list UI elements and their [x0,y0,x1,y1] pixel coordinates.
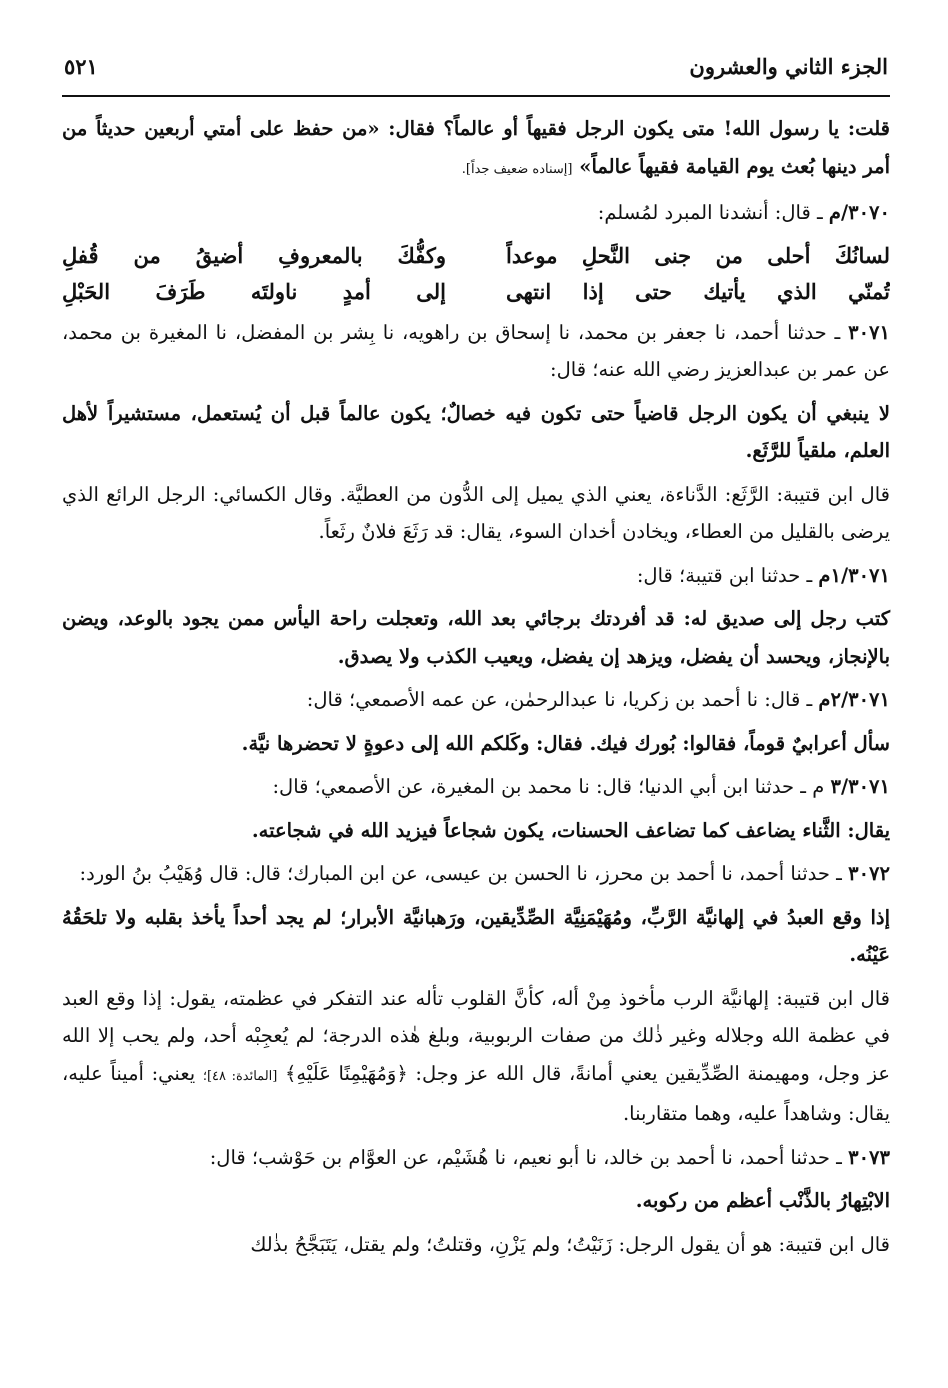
paragraph-text: ـ قال: نا أحمد بن زكريا، نا عبدالرحمٰن، عن عمه الأصمعي؛ قال: [306,688,813,711]
paragraph [62,1139,890,1177]
paragraph [62,314,890,389]
paragraph-text: قال ابن قتيبة: الرَّثَع: الدَّناءة، يعني الذي يميل إلى الدُّون من العطيَّة. وقال الكسائي: الرجل الرائع الذي يرضى بالقليل من العطاء، ويخادن أخدان السوء، يقال: قد رَثَعَ فلانٌ رثَعاً. [62,482,890,543]
paragraph-text: سأل أعرابيٌ قوماً، فقالوا: بُورك فيك. فقال: وكَلكم الله إلى دعوةٍ لا تحضرها نيَّة. [241,731,890,755]
paragraph-text: يقال: الثَّناء يضاعف كما تضاعف الحسنات، يكون شجاعاً فيزيد الله في شجاعته. [251,818,890,842]
paragraph-text: قلت: يا رسول الله! متى يكون الرجل فقيهاً أو عالماً؟ فقال: «من حفظ على أمتي أربعين حديثاً من أمر دينها بُعث يوم القيامة فقيهاً عالماً» [62,117,890,178]
poem-hemistich: تُمنّي الذي يأتيك حتى إذا انتهى [506,278,890,304]
paragraph-text: ـ حدثنا أحمد، نا أحمد بن خالد، نا أبو نعيم، نا هُشَيْم، عن العوَّام بن حَوْشب؛ قال: [209,1145,842,1169]
quran-reference: [المائدة: ٤٨]؛ [202,1068,278,1084]
hadith-number: ٣٠٧٢ [848,862,890,885]
page-body [62,110,890,1269]
page-number: ٥٢١ [64,53,98,79]
paragraph [62,194,890,232]
paragraph-text: ـ حدثنا ابن قتيبة؛ قال: [636,563,813,587]
paragraph-text: الابْتِهارُ بالذَّنْب أعظم من ركوبه. [635,1189,890,1212]
hadith-number: ٣٠٧٠/م [828,201,890,224]
paragraph [62,768,890,806]
paragraph [62,980,890,1133]
paragraph [62,725,890,763]
poem-hemistich: وكفُّكَ بالمعروفِ أضيقُ من قُفلِ [62,242,446,268]
header-rule [62,95,890,97]
paragraph [62,600,890,675]
paragraph [62,1226,890,1264]
paragraph-text: ـ قال: أنشدنا المبرد لمُسلم: [597,201,823,224]
poem-hemistich: إلى أمدٍ ناولتَه طَرَفَ الحَبْلِ [62,278,446,304]
paragraph [62,812,890,850]
poem [62,238,890,310]
paragraph [62,395,890,470]
hadith-number: ١/٣٠٧١م [818,563,890,587]
paragraph-text: كتب رجل إلى صديق له: قد أفردتك برجائي بعد الله، وتعجلت راحة اليأس ممن يجود بالوعد، ويضن بالإنجاز، ويحسد أن يفضل، ويزهد إن يفضل، ويعيب الكذب ولا يصدق. [62,607,890,668]
paragraph [62,681,890,719]
paragraph-text: يعني: أميناً عليه، يقال: وشاهداً عليه، وهما متقاربنا. [62,1061,890,1125]
hadith-number: ٣/٣٠٧١ [830,775,890,798]
paragraph [62,899,890,974]
paragraph-text: لا ينبغي أن يكون الرجل قاضياً حتى تكون فيه خصالٌ؛ يكون عالماً قبل أن يُستعمل، مستشيراً لأهل العلم، ملقياً للرَّثَع. [62,401,890,462]
paragraph [62,110,890,188]
grading-note: [إسناده ضعيف جداً]. [461,161,573,177]
paragraph [62,476,890,551]
paragraph [62,855,890,893]
paragraph-text: قال ابن قتيبة: هو أن يقول الرجل: زَنَيْتُ؛ ولم يَزْنِ، وقتلتُ؛ ولم يقتل، يَتَبَجَّحُ بذٰلك [250,1232,890,1256]
paragraph [62,1182,890,1220]
paragraph-text: ـ حدثنا أحمد، نا جعفر بن محمد، نا إسحاق بن راهويه، نا بِشر بن المفضل، نا المغيرة بن محمد، عن عمر بن عبدالعزيز رضي الله عنه؛ قال: [62,320,890,381]
hadith-number: ٣٠٧١ [848,320,890,344]
paragraph-text: ـ حدثنا أحمد، نا أحمد بن محرز، نا الحسن بن عيسى، عن ابن المبارك؛ قال: قال وُهَيْبُ بنُ الورد: [79,862,842,885]
hadith-number: ٣٠٧٣ [848,1145,890,1169]
paragraph-text: قال ابن قتيبة: إلهانيَّة الرب مأخوذ مِنْ أله، كأنَّ القلوب تأله عند التفكر في عظمته، يقول: إذا وقع العبد في عظمة الله وجلاله وغير ذٰلك من صفات الربوبية، وبلغ هٰذه الدرجة؛ لم يُعجِبْه أحد، ولم يحب إلا الله عز وجل، ومهيمنة الصِّدِّيقين يعني أمانةً، قال الله عز وجل: ﴿وَمُهَيْمِنًا عَلَيْهِ﴾ [62,986,890,1085]
paragraph-text: إذا وقع العبدُ في إلهانيَّة الرَّبِّ، ومُهَيْمَنِيَّة الصِّدِّيقين، ورَهبانيَّة الأبرار؛ لم يجد أحداً يأخذ بقلبه ولا تلحَقُهُ عَيْنُه. [62,905,890,966]
hadith-number: ٢/٣٠٧١م [818,688,890,711]
paragraph-text: م ـ حدثنا ابن أبي الدنيا؛ قال: نا محمد بن المغيرة، عن الأصمعي؛ قال: [272,775,825,798]
poem-hemistich: لسانُكَ أحلى من جنى النَّحلِ موعداً [506,242,890,268]
paragraph [62,557,890,595]
running-title: الجزء الثاني والعشرون [689,53,888,79]
page-header [64,46,888,86]
